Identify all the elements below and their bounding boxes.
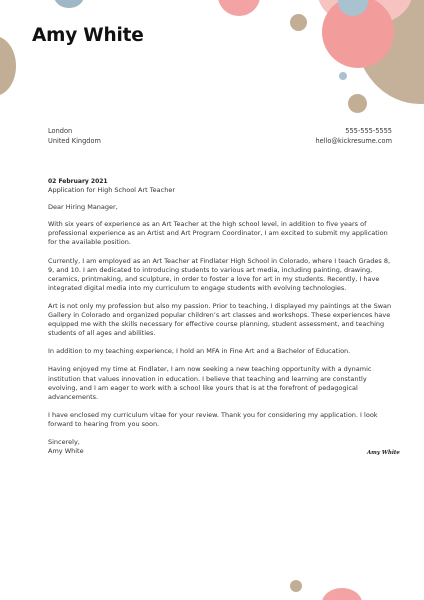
letter-greeting: Dear Hiring Manager,: [48, 203, 118, 212]
phone-number: 555-555-5555: [345, 127, 392, 135]
contact-block: [315, 127, 392, 146]
letter-signoff-name: Amy White: [48, 447, 84, 456]
applicant-name: Amy White: [32, 25, 144, 46]
decorative-circle: [290, 14, 307, 31]
decorative-circle: [348, 94, 367, 113]
address-block: [48, 127, 101, 146]
letter-paragraph: With six years of experience as an Art Teacher at the high school level, in addition to five years of professional experience as an Artist and Art Program Coordinator, I am excited to submit my application for the available position.: [48, 220, 388, 247]
decorative-circle: [290, 580, 302, 592]
signature: Amy White: [367, 450, 400, 456]
decorative-circle: [339, 72, 347, 80]
address-city: London: [48, 127, 73, 135]
email-address: hello@kickresume.com: [315, 136, 392, 145]
letter-date: 02 February 2021: [48, 178, 108, 185]
decorative-circle: [322, 588, 362, 600]
letter-subject: Application for High School Art Teacher: [48, 186, 175, 195]
decorative-circle: [218, 0, 260, 16]
letter-paragraph: I have enclosed my curriculum vitae for your review. Thank you for considering my application. I look forward to hearing from you soon.: [48, 410, 378, 428]
letter-paragraph: Art is not only my profession but also my passion. Prior to teaching, I displayed my paintings at the Swan Gallery in Colorado and organized popular children’s art classes and workshops. These experiences have equipped me with the skills necessary for effective course planning, student assessment, and teaching students of all ages and abilities.: [48, 301, 392, 338]
address-country: United Kingdom: [48, 136, 101, 145]
letter-paragraph: Currently, I am employed as an Art Teacher at Findlater High School in Colorado, where I teach Grades 8, 9, and 10. I am dedicated to introducing students to various art media, including painting, drawing, ceramics, printmaking, and sculpture, in order to foster a love for art in my students. Recently, I have integrated digital media into my curriculum to engage students with evolving technologies.: [48, 256, 391, 292]
letter-body: [48, 177, 392, 456]
decorative-circle: [0, 36, 16, 96]
letter-paragraph: In addition to my teaching experience, I hold an MFA in Fine Art and a Bachelor of Education.: [48, 347, 351, 356]
letter-closing: Sincerely,: [48, 437, 80, 446]
decorative-circle: [54, 0, 84, 8]
letter-paragraph: Having enjoyed my time at Findlater, I am now seeking a new teaching opportunity with a dynamic institution that values innovation in education. I believe that teaching and learning are constantly evolving, and I am eager to work with a school like yours that is at the forefront of pedagogical advancements.: [48, 365, 372, 401]
